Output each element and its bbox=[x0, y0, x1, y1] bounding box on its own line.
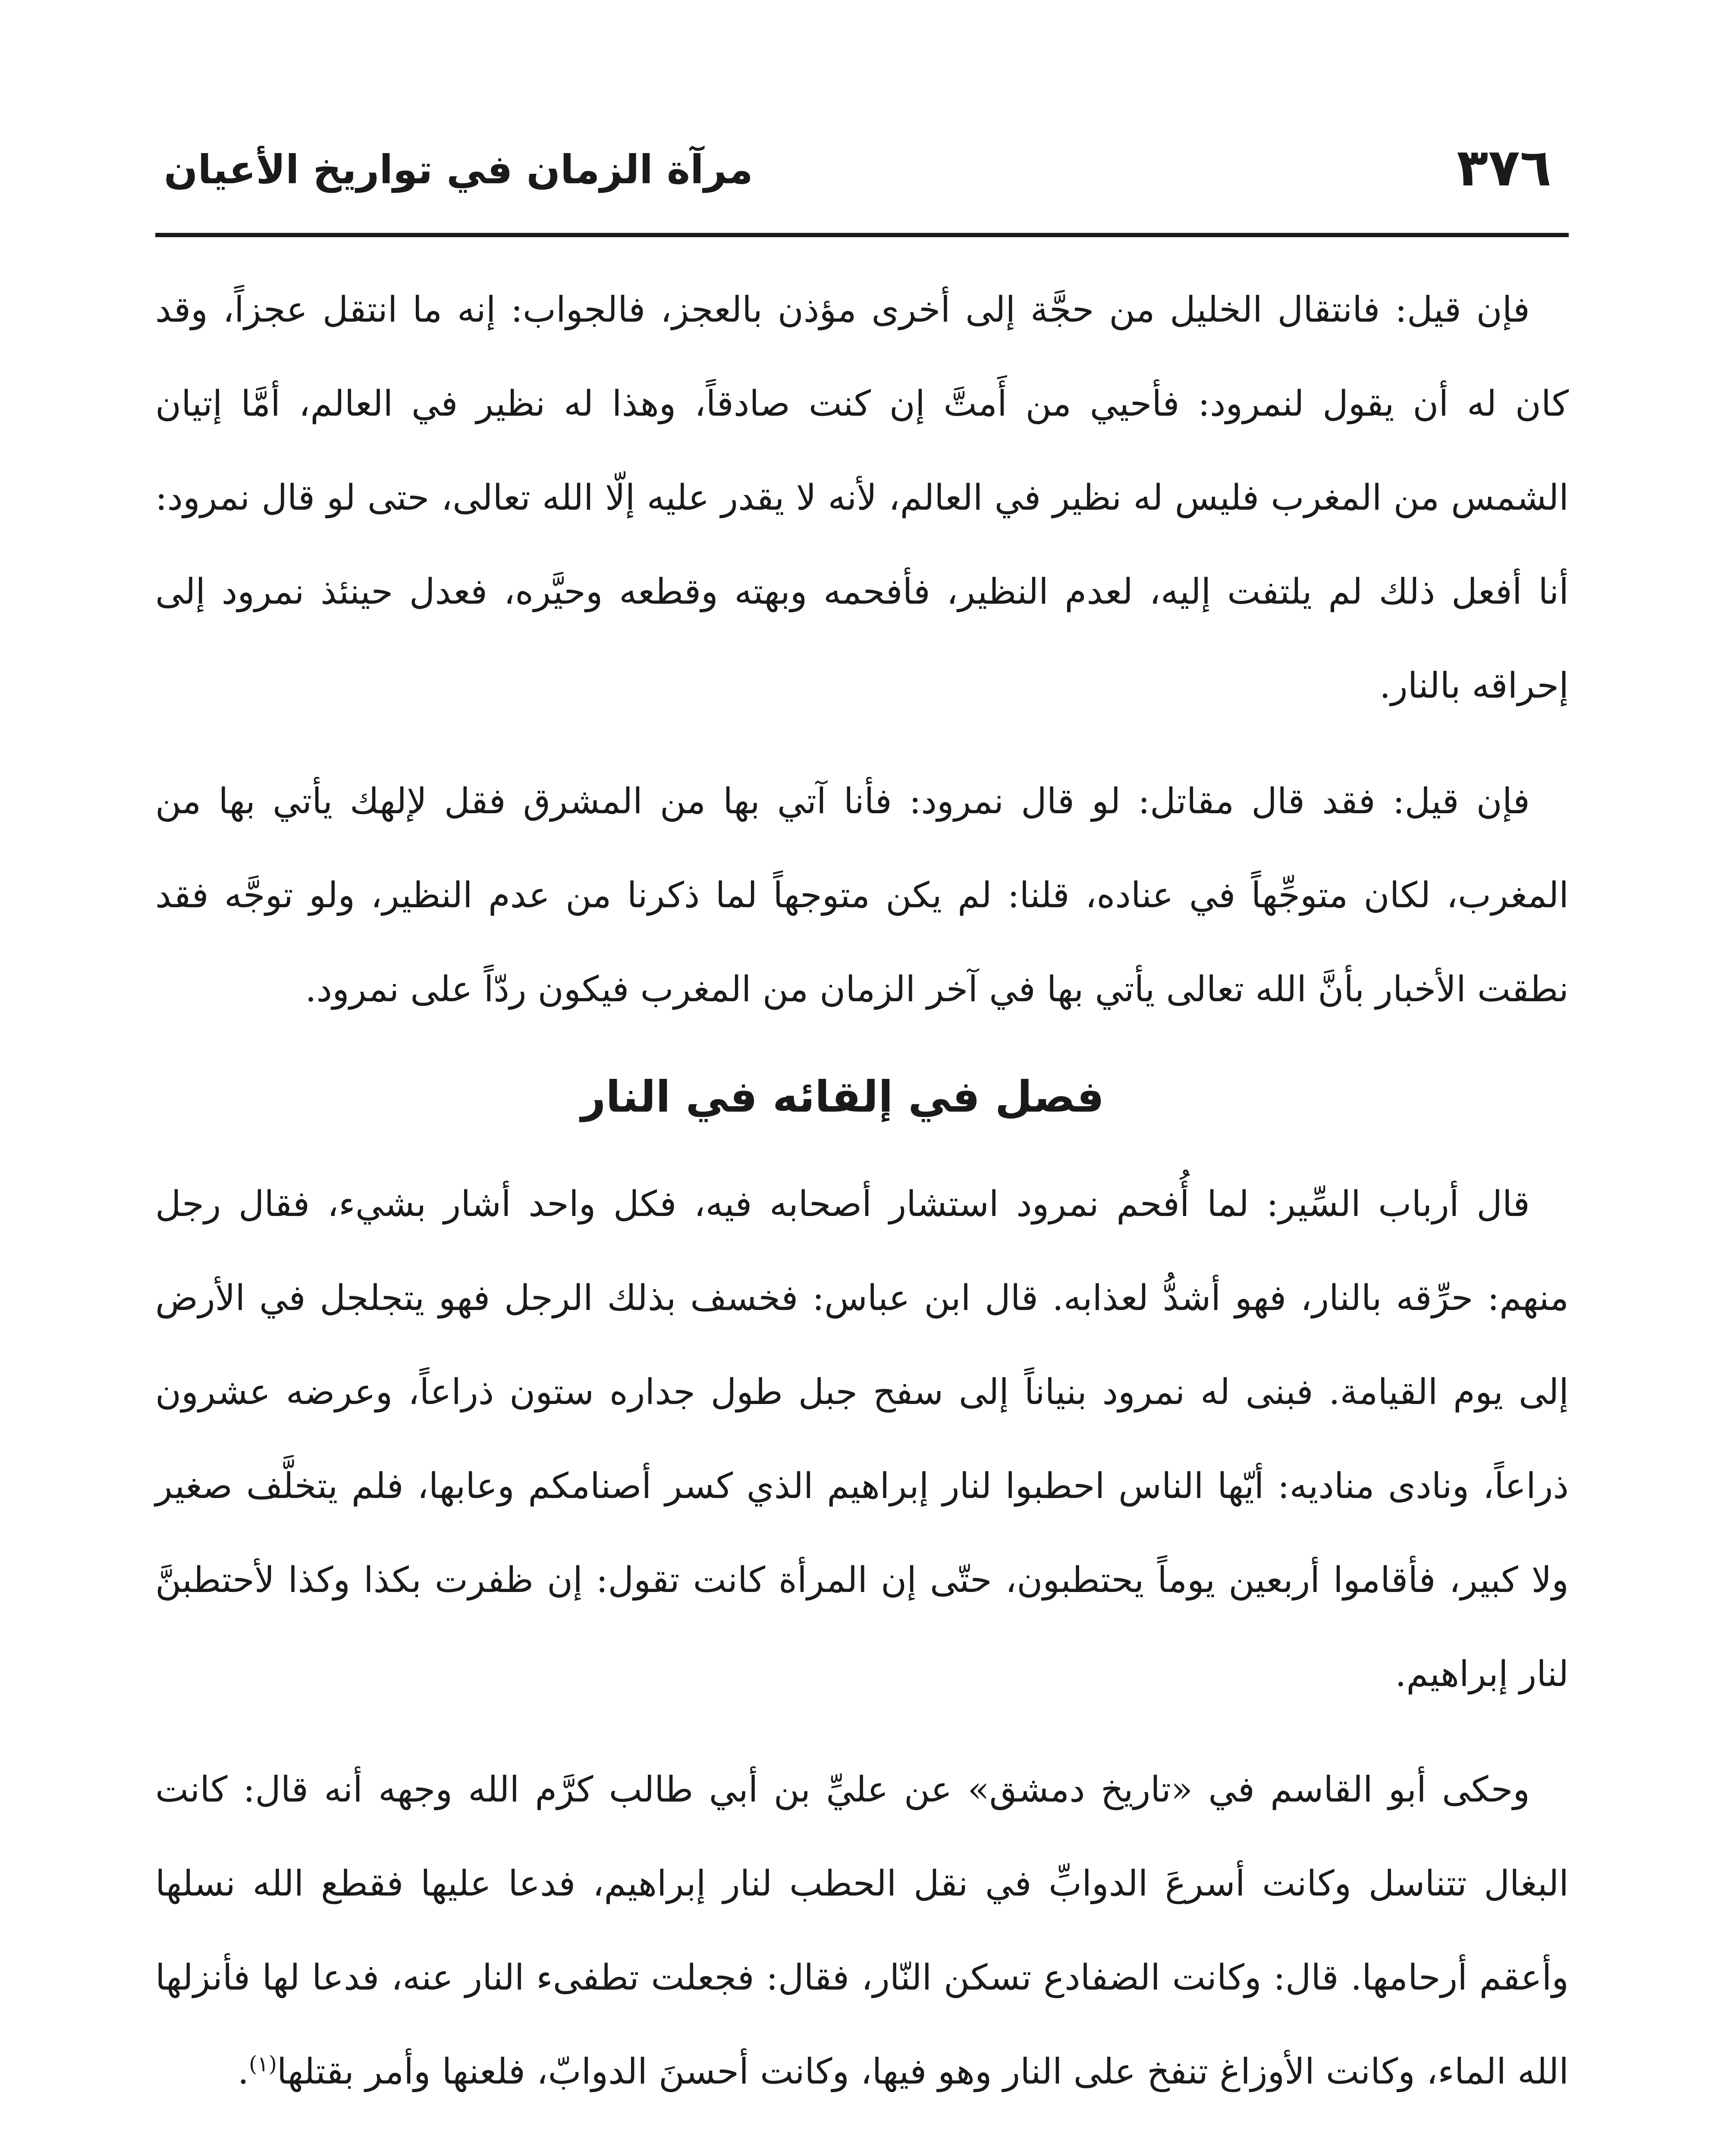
paragraph-1: فإن قيل: فانتقال الخليل من حجَّة إلى أخرى مؤذن بالعجز، فالجواب: إنه ما انتقل عجزاً، وقد كان له أن يقول لنمرود: فأحيي من أَمتَّ إن كنت صادقاً، وهذا له نظير في العالم، أمَّا إتيان الشمس من المغرب فليس له نظير في العالم، لأنه لا يقدر عليه إلّا الله تعالى، حتى لو قال نمرود: أنا أفعل ذلك لم يلتفت إليه، لعدم النظير، فأفحمه وبهته وقطعه وحيَّره، فعدل حينئذ نمرود إلى إحراقه بالنار. bbox=[155, 289, 1569, 706]
paragraph-5 bbox=[155, 2140, 1569, 2156]
page-header bbox=[155, 129, 1569, 237]
paragraph-4-end: . bbox=[238, 2051, 249, 2092]
paragraph-2: فإن قيل: فقد قال مقاتل: لو قال نمرود: فأنا آتي بها من المشرق فقل لإلهك يأتي بها من المغرب، لكان متوجِّهاً في عناده، قلنا: لم يكن متوجهاً لما ذكرنا من عدم النظير، ولو توجَّه فقد نطقت الأخبار بأنَّ الله تعالى يأتي بها في آخر الزمان من المغرب فيكون ردّاً على نمرود. bbox=[155, 781, 1569, 1010]
section-heading: فصل في إلقائه في النار bbox=[581, 1072, 1105, 1122]
paragraph-3: قال أرباب السِّير: لما أُفحم نمرود استشار أصحابه فيه، فكل واحد أشار بشيء، فقال رجل منهم: حرِّقه بالنار، فهو أشدُّ لعذابه. قال ابن عباس: فخسف بذلك الرجل فهو يتجلجل في الأرض إلى يوم القيامة. فبنى له نمرود بنياناً إلى سفح جبل طول جداره ستون ذراعاً، وعرضه عشرون ذراعاً، ونادى مناديه: أيّها الناس احطبوا لنار إبراهيم الذي كسر أصنامكم وعابها، فلم يتخلَّف صغير ولا كبير، فأقاموا أربعين يوماً يحتطبون، حتّى إن المرأة كانت تقول: إن ظفرت بكذا وكذا لأحتطبنَّ لنار إبراهيم. bbox=[155, 1184, 1569, 1695]
page-body bbox=[155, 263, 1569, 2156]
paragraph-4 bbox=[155, 1743, 1569, 2119]
footnote-reference: (١) bbox=[249, 2051, 277, 2077]
page-number: ٣٧٦ bbox=[1457, 138, 1551, 198]
paragraph-4-text: وحكى أبو القاسم في «تاريخ دمشق» عن عليِّ بن أبي طالب كرَّم الله وجهه أنه قال: كانت البغال تتناسل وكانت أسرعَ الدوابِّ في نقل الحطب لنار إبراهيم، فدعا عليها فقطع الله نسلها وأعقم أرحامها. قال: وكانت الضفادع تسكن النّار، فقال: فجعلت تطفىء النار عنه، فدعا لها فأنزلها الله الماء، وكانت الأوزاغ تنفخ على النار وهو فيها، وكانت أحسنَ الدوابّ، فلعنها وأمر بقتلها bbox=[155, 1769, 1569, 2092]
running-title: مرآة الزمان في تواريخ الأعيان bbox=[164, 147, 753, 193]
